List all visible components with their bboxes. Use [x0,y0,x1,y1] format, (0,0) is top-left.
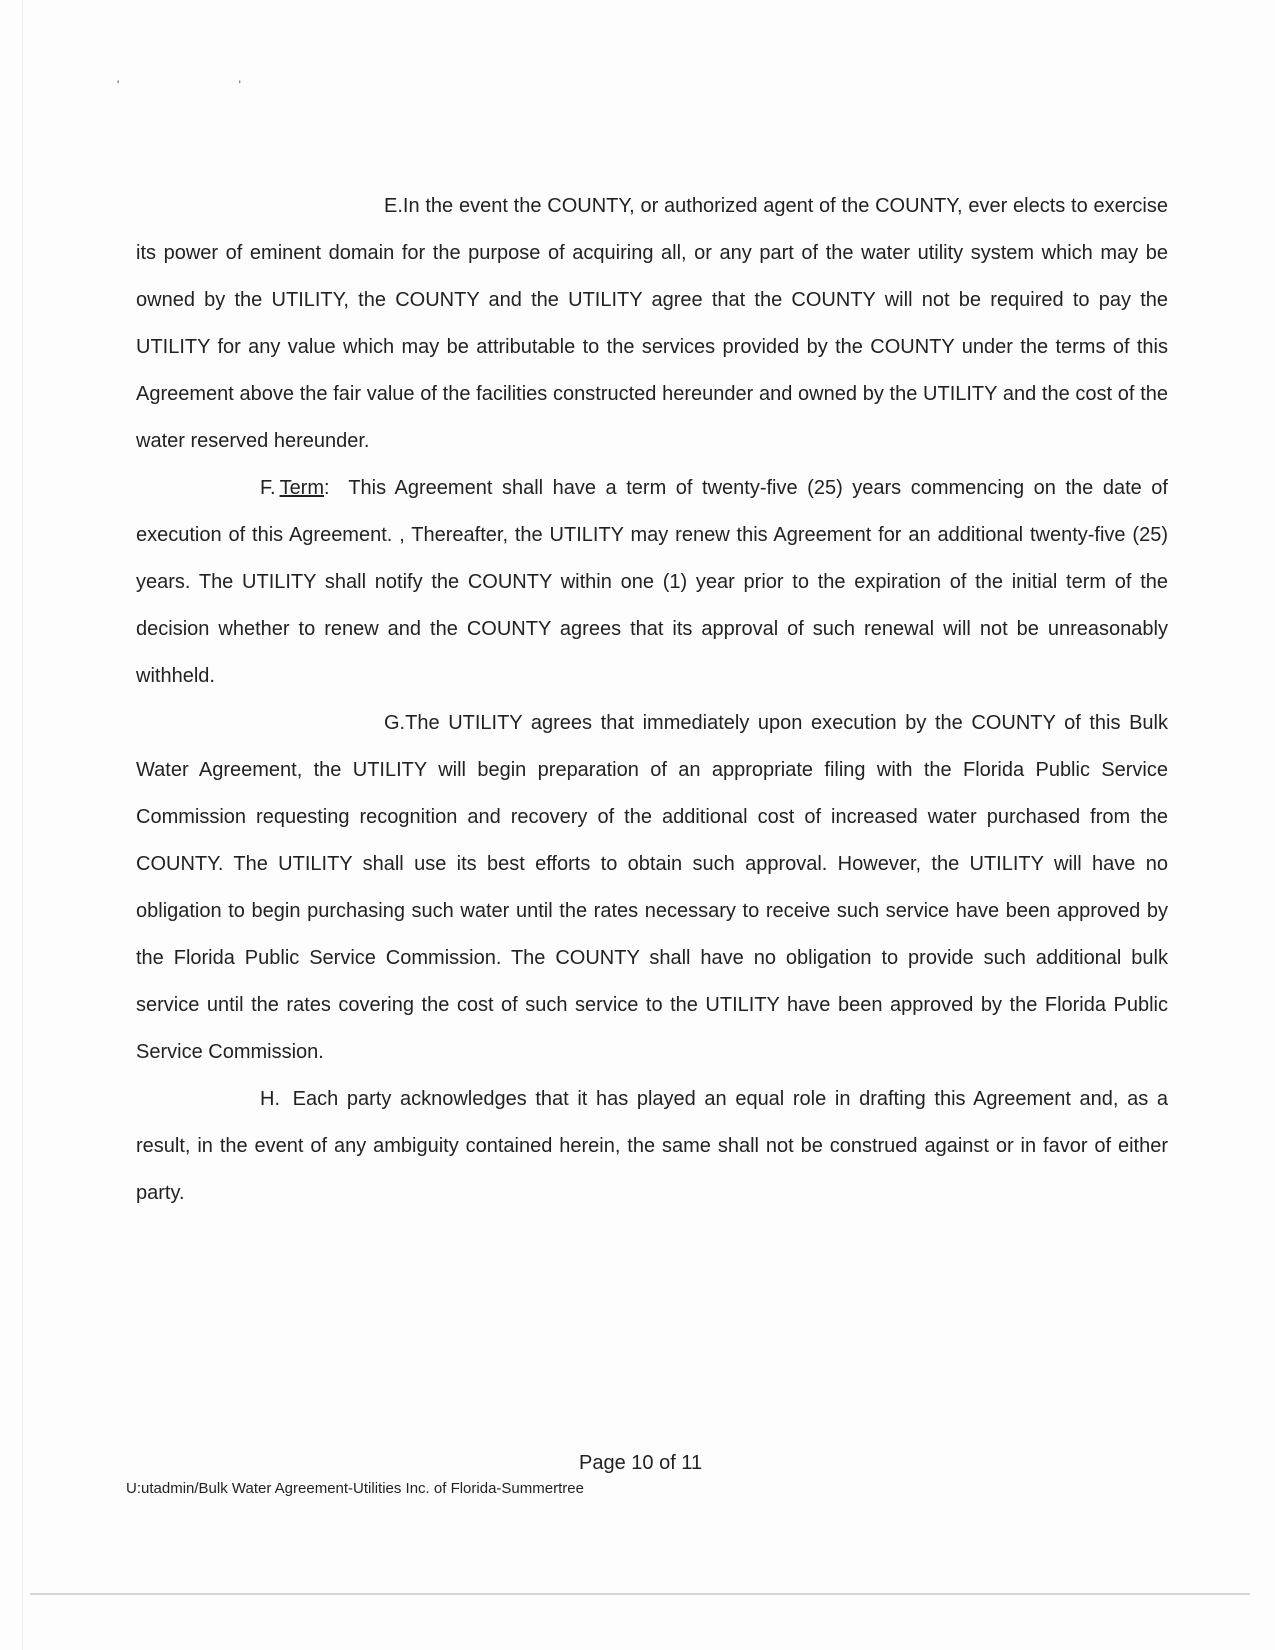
paragraph-label: G. [384,712,406,734]
paragraph-text: This Agreement shall have a term of twenty-five (25) years commencing on the date of execution of this Agreement. , Thereafter, the UTILITY may renew this Agreement for an additional twenty-five (25) years. The UTILITY shall notify the COUNTY within one (1) year prior to the expiration of the initial term of the decision whether to renew and the COUNTY agrees that its approval of such renewal will not be unreasonably withheld. [136,477,1168,687]
paragraph-label: F. [260,477,276,499]
term-heading: Term [279,477,325,499]
agreement-body [136,183,1168,1217]
paragraph-text: The UTILITY agrees that immediately upon execution by the COUNTY of this Bulk Water Agreement, the UTILITY will begin preparation of an appropriate filing with the Florida Public Service Commission requesting recognition and recovery of the additional cost of increased water purchased from the COUNTY. The UTILITY shall use its best efforts to obtain such approval. However, the UTILITY will have no obligation to begin purchasing such water until the rates necessary to receive such service have been approved by the Florida Public Service Commission. The COUNTY shall have no obligation to provide such additional bulk service until the rates covering the cost of such service to the UTILITY have been approved by the Florida Public Service Commission. [136,712,1168,1063]
scan-left-edge [22,0,23,1650]
paragraph-g [136,700,1168,1076]
paragraph-text: Each party acknowledges that it has played an equal role in drafting this Agreement and, as a result, in the event of any ambiguity contained herein, the same shall not be construed against or in favor of either party. [136,1088,1168,1204]
paragraph-label: E. [384,195,403,217]
paragraph-text: In the event the COUNTY, or authorized agent of the COUNTY, ever elects to exercise its power of eminent domain for the purpose of acquiring all, or any part of the water utility system which may be owned by the UTILITY, the COUNTY and the UTILITY agree that the COUNTY will not be required to pay the UTILITY for any value which may be attributable to the services provided by the COUNTY under the terms of this Agreement above the fair value of the facilities constructed hereunder and owned by the UTILITY and the cost of the water reserved hereunder. [136,195,1168,452]
heading-colon: : [324,477,330,499]
page-number: Page 10 of 11 [579,1452,703,1474]
scan-bottom-edge [30,1593,1250,1595]
paragraph-f [136,465,1168,700]
paragraph-h [136,1076,1168,1217]
file-path: U:utadmin/Bulk Water Agreement-Utilities Inc. of Florida-Summertree [126,1480,584,1497]
paragraph-e [136,183,1168,465]
paragraph-label: H. [260,1088,280,1110]
stray-marks: ' ' [117,78,299,92]
